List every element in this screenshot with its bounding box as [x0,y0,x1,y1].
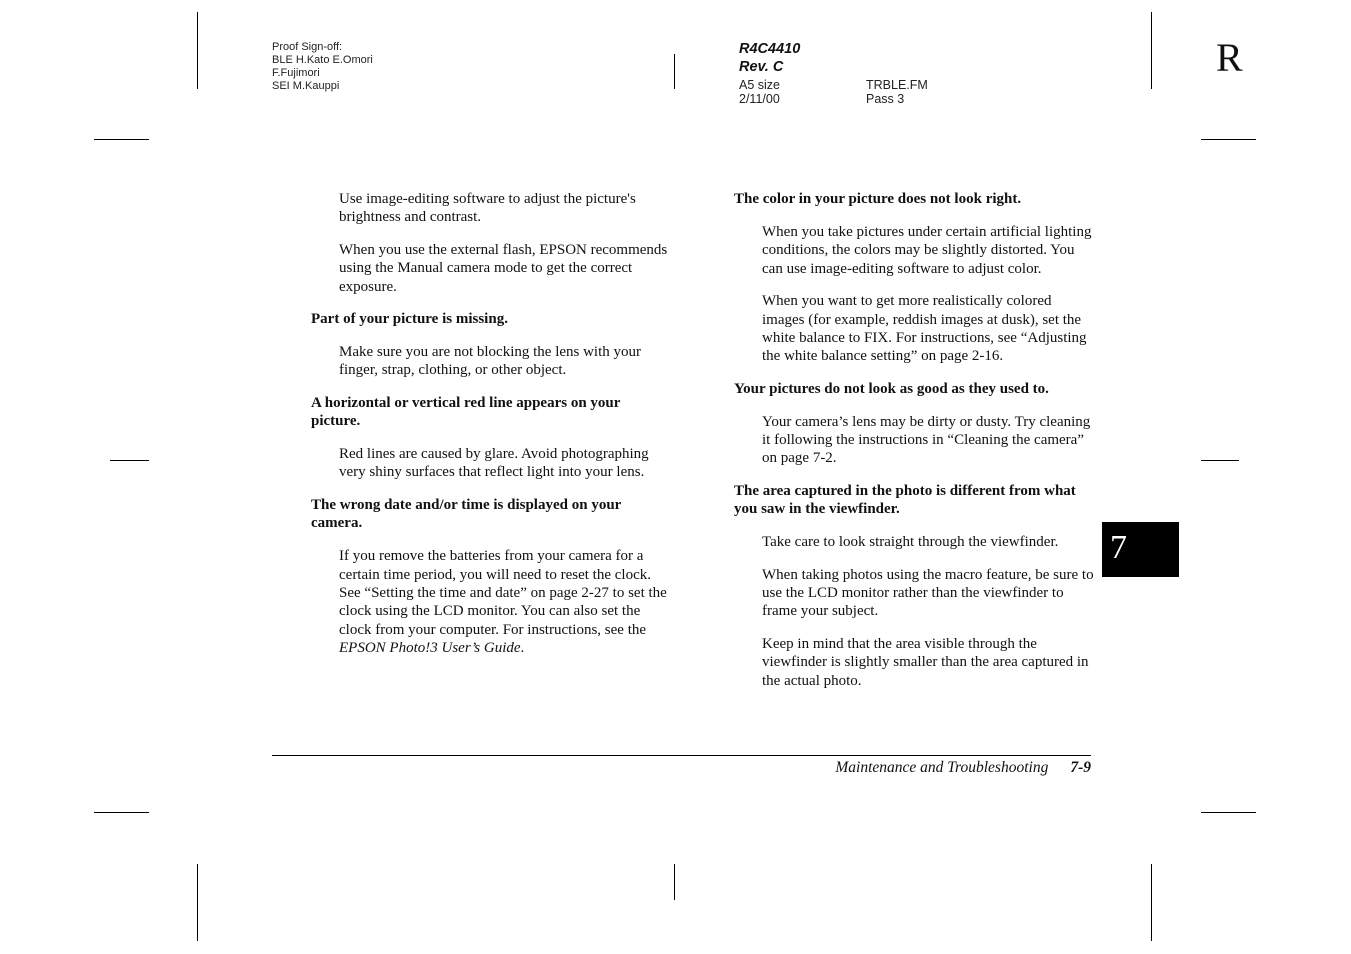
paragraph: Use image-editing software to adjust the picture's brightness and contrast. [339,191,636,226]
section-heading: Your pictures do not look as good as they used to. [734,380,1049,397]
proof-signoff [272,41,373,93]
section-heading: The wrong date and/or time is displayed on your camera. [311,496,622,532]
crop-mark [1151,864,1152,941]
crop-mark [1151,12,1152,89]
paragraph: Make sure you are not blocking the lens with your finger, strap, clothing, or other object. [339,343,642,379]
crop-mark [94,812,149,813]
paragraph: When you use the external flash, EPSON recommends using the Manual camera mode to get the correct exposure. [339,241,668,295]
section-heading: The color in your picture does not look right. [734,191,1022,207]
paragraph-end: . [520,640,525,657]
page-footer [600,758,1091,778]
revision: Rev. C [739,59,784,75]
proof-line: BLE H.Kato E.Omori [272,54,373,66]
crop-mark [197,864,198,941]
proof-line: F.Fujimori [272,67,320,79]
paragraph: When you want to get more realistically colored images (for example, reddish images at dusk), set the white balance to FIX. For instructions, see “Adjusting the white balance setting” on page 2-16. [762,293,1087,365]
proof-line: SEI M.Kauppi [272,80,340,92]
crop-mark [674,54,675,89]
file-name: TRBLE.FM [866,78,928,92]
footer-rule [272,755,1091,756]
paragraph: Your camera’s lens may be dirty or dusty. Try cleaning it following the instructions in “Cleaning the camera” on page 7-2. [762,413,1091,467]
model-code: R4C4410 [739,41,801,57]
crop-mark [1201,812,1256,813]
guide-title: EPSON Photo!3 User’s Guide [339,640,521,657]
pass-number: Pass 3 [866,92,905,106]
model-block [739,40,800,76]
paragraph-text: If you remove the batteries from your camera for a certain time period, you will need to reset the clock. See “Setting the time and date” on page 2-27 to set the clock using the LCD monitor. You can also set the clock from your computer. For instructions, see the [339,548,667,638]
crop-mark [1201,139,1256,140]
chapter-number: 7 [1110,529,1127,566]
proof-line: Proof Sign-off: [272,41,343,53]
crop-mark [674,864,675,900]
paper-size: A5 size [739,78,780,92]
crop-mark [94,139,149,140]
crop-mark [1201,460,1239,461]
paragraph: Take care to look straight through the viewfinder. [762,534,1059,551]
section-heading: A horizontal or vertical red line appears on your picture. [311,394,621,430]
section-heading: The area captured in the photo is different from what you saw in the viewfinder. [734,482,1076,518]
paragraph: Keep in mind that the area visible through the viewfinder is slightly smaller than the area captured in the actual photo. [762,635,1089,689]
footer-section: Maintenance and Troubleshooting [835,759,1049,776]
page-number: 7-9 [1070,759,1091,776]
left-column [311,190,671,672]
crop-mark [197,12,198,89]
paragraph: Red lines are caused by glare. Avoid photographing very shiny surfaces that reflect light into your lens. [339,446,649,481]
section-heading: Part of your picture is missing. [311,311,508,328]
print-date: 2/11/00 [739,92,780,106]
crop-mark [110,460,149,461]
paragraph [339,547,671,657]
chapter-tab [1102,522,1179,577]
paragraph: When taking photos using the macro feature, be sure to use the LCD monitor rather than the viewfinder to frame your subject. [762,566,1094,620]
right-column [734,190,1094,704]
paragraph: When you take pictures under certain artificial lighting conditions, the colors may be slightly distorted. You can use image-editing software to adjust color. [762,223,1092,277]
corner-mark: R [1216,35,1243,80]
